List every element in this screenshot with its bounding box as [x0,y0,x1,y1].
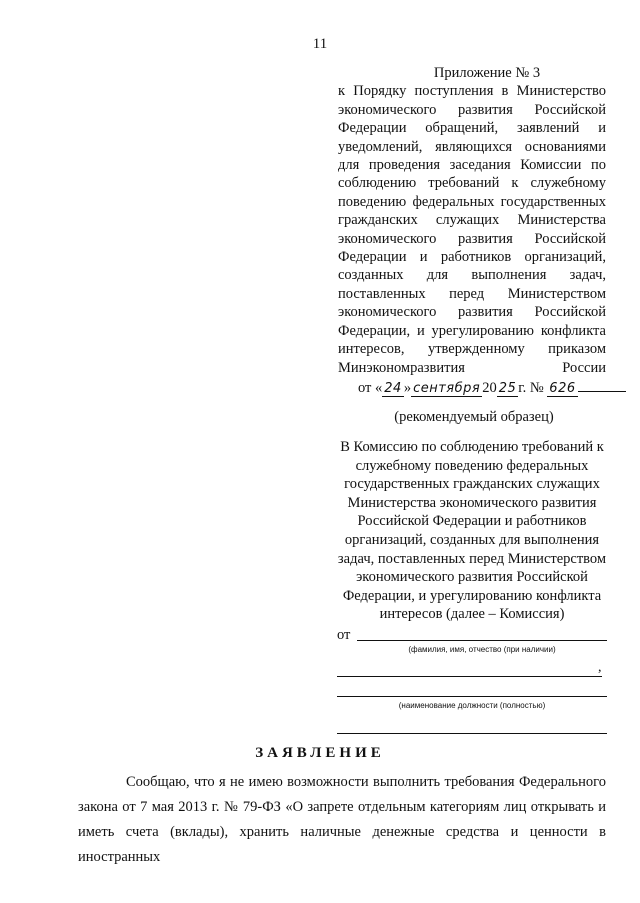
approval-prefix: от « [358,380,383,396]
addressee-block: В Комиссию по соблюдению требований к служебному поведению федеральных государственных гражданских служащих Министерства экономического развития Российской Федерации и работников организаций, созданных для выполнения задач, поставленных перед Министерством экономического развития Российской Федерации, и урегулированию конфликта интересов (далее – Комиссия) [337,439,607,623]
position-caption: (наименование должности (полностью) [398,701,546,710]
approval-year-suffix: г. № [518,380,544,396]
appendix-text: к Порядку поступления в Министерство экономического развития Российской Федерации обращений, заявлений и уведомлений, являющихся основаниями для проведения заседания Комиссии по соблюдению требований к служебному поведению федеральных государственных гражданских служащих Министерства экономического развития Российской Федерации и работников организаций, созданных для выполнения задач, поставленных перед Министерством экономического развития Российской Федерации, и урегулированию конфликта интересов, утвержденному приказом Минэкономразвития России [338,83,606,376]
approval-month: сентября [413,381,481,396]
name-field-line[interactable] [357,640,607,641]
name-continuation-line[interactable] [337,676,602,677]
statement-body: Сообщаю, что я не имею возможности выполнить требования Федерального закона от 7 мая 2013 г. № 79-ФЗ «О запрете отдельным категориям лиц открывать и иметь счета (вклады), хранить наличные денежные средства и ценности в иностранных [78,774,606,865]
name-caption: (фамилия, имя, отчество (при наличии) [408,645,556,654]
from-row [337,627,607,644]
position-field-line[interactable] [337,696,607,697]
appendix-title: Приложение № 3 [433,65,541,81]
statement-title: ЗАЯВЛЕНИЕ [255,745,385,761]
comma-mark: , [598,660,602,675]
approval-number: 626 [549,381,576,396]
approval-number-underline [578,391,626,392]
approval-day: 24 [384,381,402,396]
from-label: от [337,627,351,643]
recommended-sample-label: (рекомендуемый образец) [394,409,554,425]
approval-date-number [358,380,618,397]
page-number: 11 [312,36,328,52]
approval-year-prefix: 20 [482,380,497,396]
approval-year: 25 [498,381,517,396]
position-continuation-line[interactable] [337,733,607,734]
appendix-block [338,64,606,377]
approval-middle: » [403,380,412,396]
